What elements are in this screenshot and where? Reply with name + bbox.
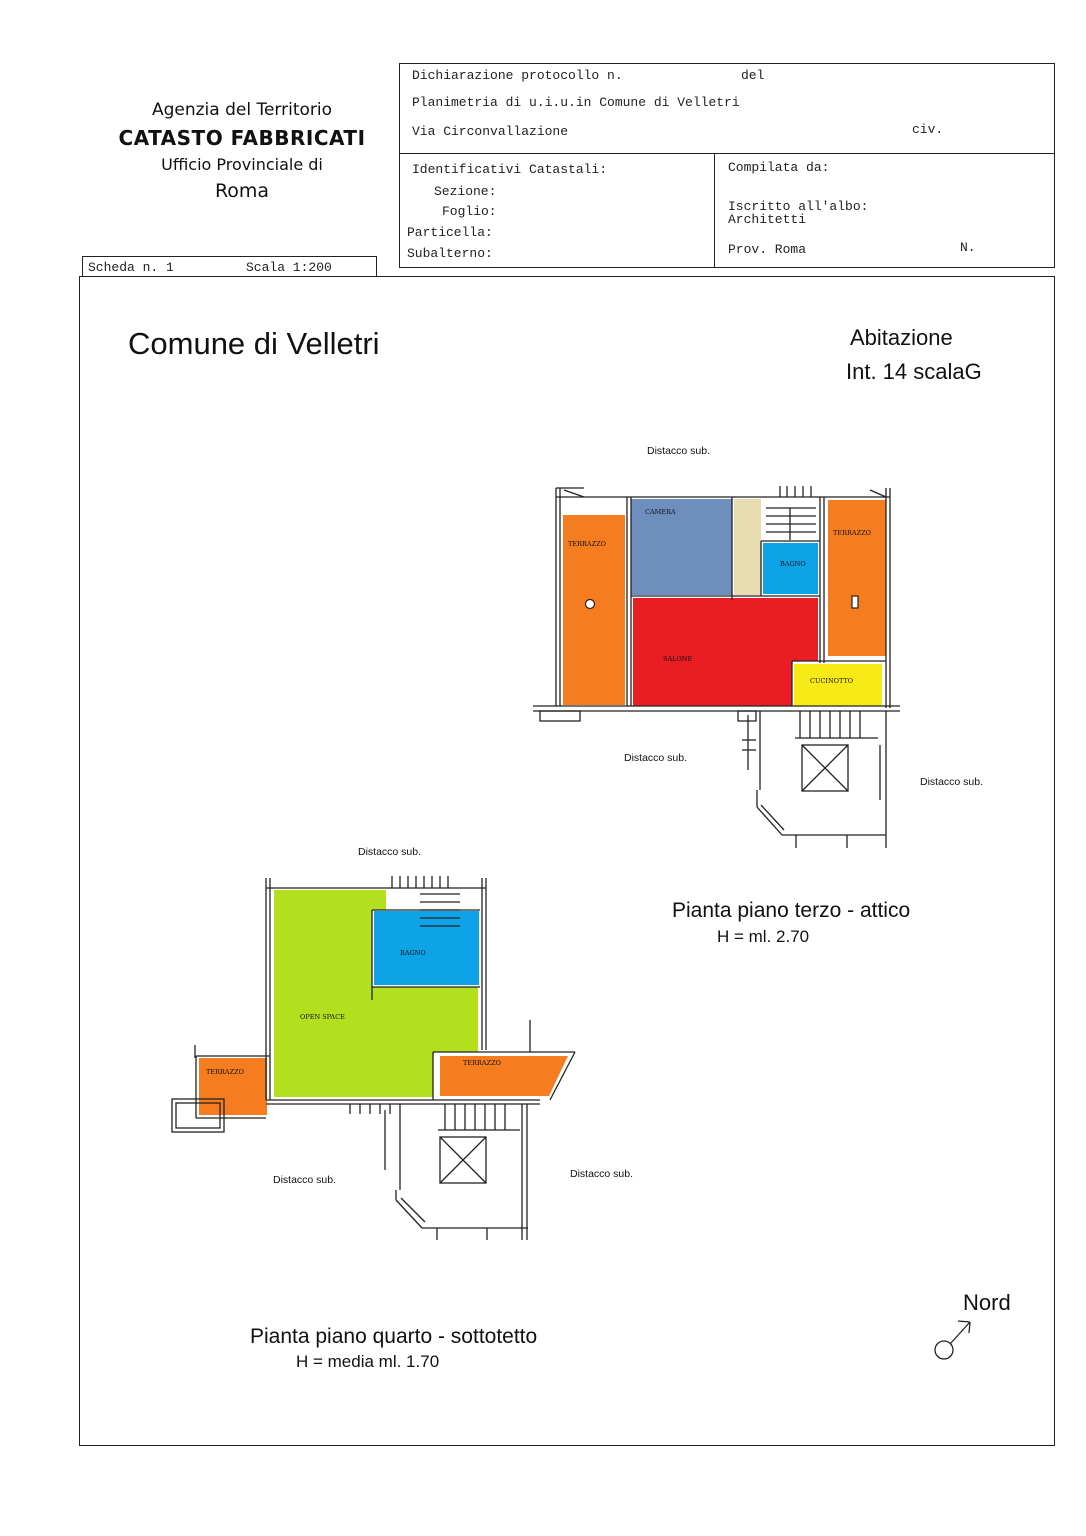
- compiled-by: Compilata da:: [728, 160, 830, 175]
- office-city: Roma: [214, 180, 270, 202]
- room-corridor: [734, 499, 761, 595]
- civic-number: civ.: [912, 122, 944, 137]
- plan-third-floor: [525, 478, 905, 858]
- header-divider-h: [399, 153, 1055, 154]
- label-terrazzo-right: TERRAZZO: [833, 529, 871, 537]
- room-terrazzo-2-left: [199, 1058, 267, 1115]
- foglio-label: Foglio:: [442, 204, 497, 219]
- plan2-height: H = media ml. 1.70: [296, 1352, 440, 1371]
- room-terrazzo-2-right: [440, 1056, 568, 1096]
- room-bagno-2: [374, 911, 479, 985]
- room-bagno: [763, 543, 818, 594]
- scale: Scala 1:200: [246, 260, 332, 275]
- planimetry-line: Planimetria di u.i.u.in Comune di Velletri: [412, 95, 740, 110]
- address: Via Circonvallazione: [412, 124, 569, 139]
- label-bagno-2: BAGNO: [400, 949, 426, 957]
- plan2-distacco-right: Distacco sub.: [570, 1168, 634, 1180]
- label-terrazzo-2-right: TERRAZZO: [463, 1059, 501, 1067]
- particella-label: Particella:: [407, 225, 493, 240]
- office-name: Ufficio Provinciale di: [161, 155, 323, 174]
- plan1-title: Pianta piano terzo - attico: [672, 899, 911, 922]
- subalterno-label: Subalterno:: [407, 246, 493, 261]
- plan1-distacco-right: Distacco sub.: [920, 776, 984, 788]
- registration-number: N.: [960, 240, 976, 255]
- registered-label: Iscritto all'albo:: [728, 199, 869, 214]
- plan2-title: Pianta piano quarto - sottotetto: [250, 1325, 538, 1348]
- room-terrazzo-right: [828, 500, 886, 656]
- north-arrow-icon: [928, 1315, 976, 1363]
- municipality-title: Comune di Velletri: [128, 326, 380, 361]
- declaration-del: del: [741, 68, 765, 83]
- declaration-label: Dichiarazione protocollo n.: [412, 68, 623, 83]
- province: Prov. Roma: [728, 242, 807, 257]
- unit-interior: Int. 14 scalaG: [846, 359, 982, 384]
- label-salone: SALONE: [663, 655, 693, 663]
- registered-order: Architetti: [728, 212, 807, 227]
- sheet-number: Scheda n. 1: [88, 260, 174, 275]
- label-camera: CAMERA: [645, 508, 676, 516]
- label-terrazzo-left: TERRAZZO: [568, 540, 606, 548]
- header-divider-v: [714, 153, 715, 268]
- identifiers-title: Identificativi Catastali:: [412, 162, 608, 177]
- plan2-distacco-left: Distacco sub.: [273, 1174, 337, 1186]
- plan2-distacco-top: Distacco sub.: [358, 846, 422, 858]
- plan1-distacco-top: Distacco sub.: [647, 445, 711, 457]
- sezione-label: Sezione:: [434, 184, 497, 199]
- plan1-height: H = ml. 2.70: [717, 927, 810, 946]
- plan-fourth-floor: [165, 870, 590, 1250]
- drawing-frame: [79, 276, 1055, 1446]
- label-bagno: BAGNO: [780, 560, 806, 568]
- unit-type: Abitazione: [850, 325, 953, 350]
- label-terrazzo-2-left: TERRAZZO: [206, 1068, 244, 1076]
- room-cucinotto: [794, 664, 882, 706]
- label-cucinotto: CUCINOTTO: [810, 677, 854, 685]
- agency-name: Agenzia del Territorio: [151, 100, 333, 120]
- catasto-title: CATASTO FABBRICATI: [118, 126, 366, 150]
- plan1-distacco-bottom: Distacco sub.: [624, 752, 688, 764]
- north-label: Nord: [963, 1290, 1011, 1315]
- room-salone: [633, 598, 818, 706]
- label-open-space: OPEN SPACE: [300, 1013, 345, 1021]
